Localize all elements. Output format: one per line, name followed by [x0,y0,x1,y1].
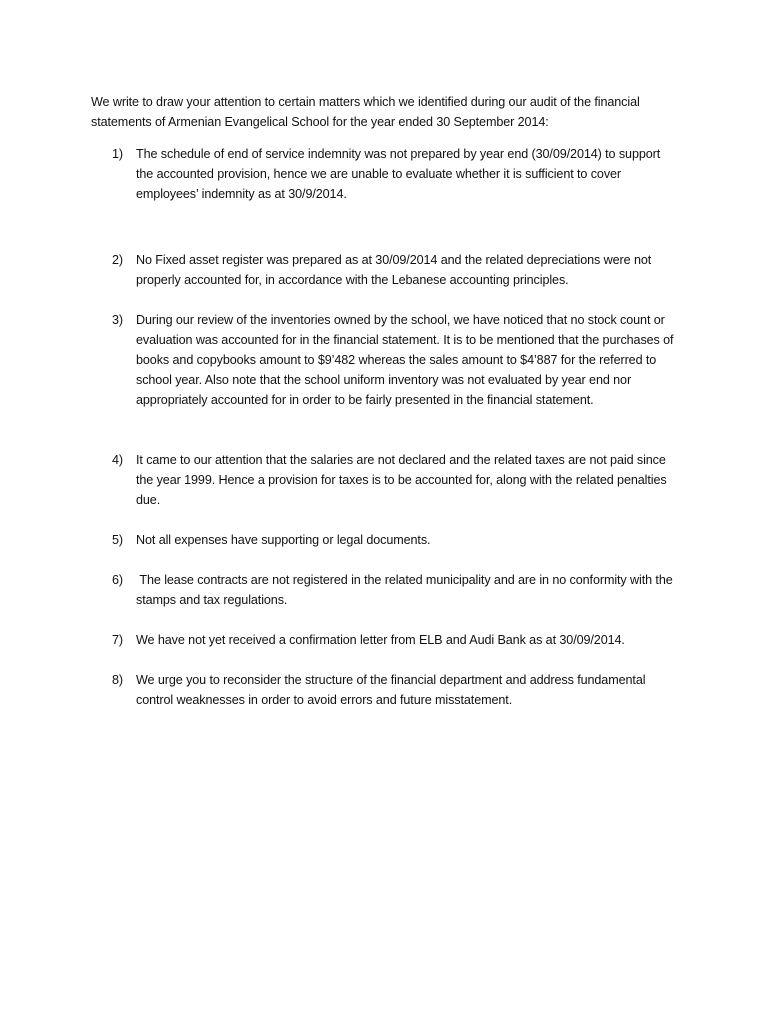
finding-number: 6) [112,573,123,587]
finding-number: 5) [112,533,123,547]
finding-number: 3) [112,313,123,327]
finding-item-6 [112,570,677,610]
finding-item-2 [112,250,677,290]
finding-number: 8) [112,673,123,687]
finding-text: During our review of the inventories owned by the school, we have noticed that no stock count or evaluation was accounted for in the financial statement. It is to be mentioned that the purchases of books and copybooks amount to $9’482 whereas the sales amount to $4’887 for the referred to school year. Also note that the school uniform inventory was not evaluated by year end nor appropriately accounted for in order to be fairly presented in the financial statement. [136,313,674,407]
finding-item-4 [112,450,677,510]
finding-number: 7) [112,633,123,647]
finding-text: It came to our attention that the salaries are not declared and the related taxes are not paid since the year 1999. Hence a provision for taxes is to be accounted for, along with the related penalties due. [136,453,667,507]
finding-item-8 [112,670,677,710]
finding-text: No Fixed asset register was prepared as at 30/09/2014 and the related depreciations were not properly accounted for, in accordance with the Lebanese accounting principles. [136,253,652,287]
finding-number: 4) [112,453,123,467]
finding-number: 2) [112,253,123,267]
finding-text: We urge you to reconsider the structure of the financial department and address fundamental control weaknesses in order to avoid errors and future misstatement. [136,673,646,707]
finding-item-7 [112,630,677,650]
finding-item-1 [112,144,677,204]
finding-item-3 [112,310,677,410]
finding-item-5 [112,530,677,550]
intro-paragraph: We write to draw your attention to certain matters which we identified during our audit of the financial statements of Armenian Evangelical School for the year ended 30 September 2014: [91,95,640,129]
finding-text: The schedule of end of service indemnity was not prepared by year end (30/09/2014) to support the accounted provision, hence we are unable to evaluate whether it is sufficient to cover employees’ indemnity as at 30/9/2014. [136,147,661,201]
finding-text: We have not yet received a confirmation letter from ELB and Audi Bank as at 30/09/2014. [136,633,625,647]
finding-text: The lease contracts are not registered in the related municipality and are in no conformity with the stamps and tax regulations. [136,573,677,607]
finding-text: Not all expenses have supporting or legal documents. [136,533,431,547]
finding-number: 1) [112,147,123,161]
